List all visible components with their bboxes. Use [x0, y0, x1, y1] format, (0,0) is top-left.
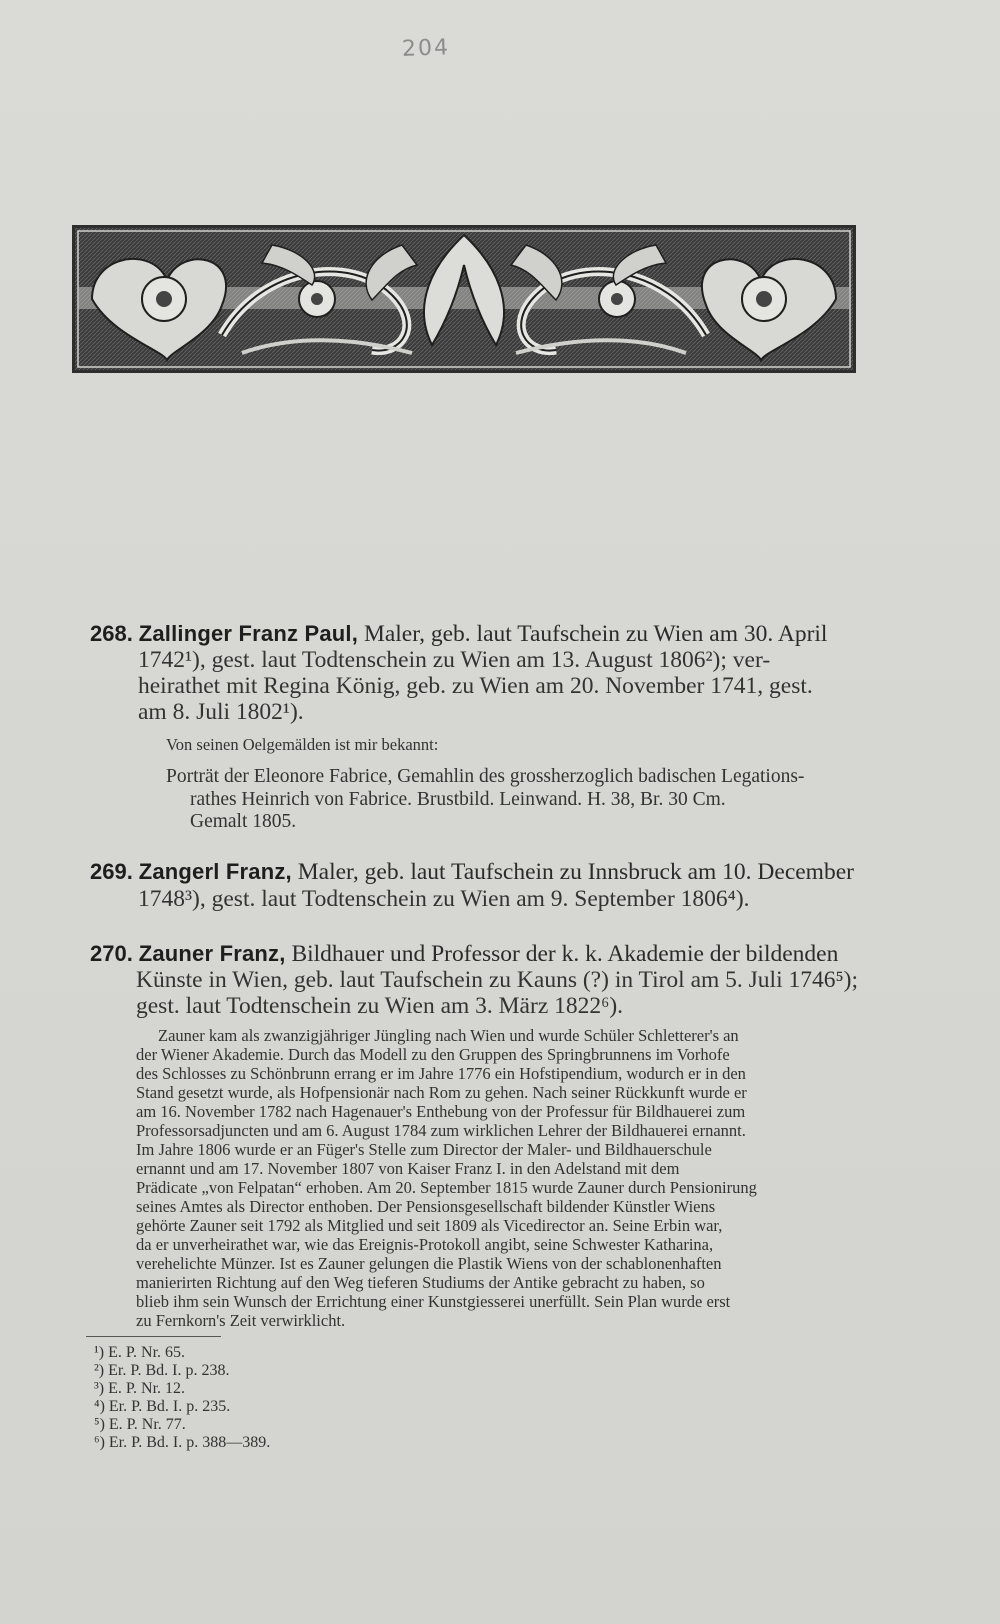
- entry-number: 268.: [90, 621, 133, 646]
- footnote: ³) E. P. Nr. 12.: [94, 1380, 186, 1397]
- entry-269-heading: [90, 858, 854, 886]
- entry-text: Bildhauer und Professor der k. k. Akademie der bildenden: [291, 941, 839, 967]
- work-line: Gemalt 1805.: [190, 811, 297, 832]
- entry-name: Zauner Franz,: [138, 941, 286, 966]
- bio-line: manierirten Richtung auf den Weg tieferen Studiums der Antike gebracht zu haben, so: [136, 1273, 705, 1292]
- entry-text: Maler, geb. laut Taufschein zu Innsbruck am 10. December: [297, 859, 854, 885]
- entry-line: heirathet mit Regina König, geb. zu Wien am 20. November 1741, gest.: [138, 673, 813, 699]
- bio-line: Prädicate „von Felpatan“ erhoben. Am 20. September 1815 wurde Zauner durch Pensionirung: [136, 1178, 757, 1197]
- bio-line: am 16. November 1782 nach Hagenauer's Enthebung von der Professur für Bildhauerei zum: [136, 1102, 746, 1121]
- entry-text: Maler, geb. laut Taufschein zu Wien am 30. April: [363, 621, 828, 647]
- bio-line: des Schlosses zu Schönbrunn errang er im Jahre 1776 ein Hofstipendium, wodurch er in den: [136, 1064, 746, 1083]
- entry-270-heading: [90, 940, 838, 968]
- footnote: ¹) E. P. Nr. 65.: [94, 1344, 186, 1361]
- footnote-divider: [86, 1336, 221, 1337]
- footnote: ²) Er. P. Bd. I. p. 238.: [94, 1362, 230, 1379]
- bio-line: gehörte Zauner seit 1792 als Mitglied und seit 1809 als Vicedirector an. Seine Erbin war,: [136, 1216, 723, 1235]
- work-line: Porträt der Eleonore Fabrice, Gemahlin des grossherzoglich badischen Legations-: [166, 766, 805, 787]
- footnote: ⁶) Er. P. Bd. I. p. 388—389.: [94, 1434, 271, 1451]
- entry-line: 1748³), gest. laut Todtenschein zu Wien am 9. September 1806⁴).: [138, 886, 750, 912]
- bio-line: verehelichte Münzer. Ist es Zauner gelungen die Plastik Wiens von der schablonenhaften: [136, 1254, 722, 1273]
- entry-268-heading: [90, 620, 827, 648]
- entry-line: gest. laut Todtenschein zu Wien am 3. März 1822⁶).: [136, 993, 624, 1019]
- entry-line: Künste in Wien, geb. laut Taufschein zu Kauns (?) in Tirol am 5. Juli 1746⁵);: [136, 967, 859, 993]
- bio-line: blieb ihm sein Wunsch der Errichtung einer Kunstgiesserei unerfüllt. Sein Plan wurde erst: [136, 1292, 731, 1311]
- bio-line: da er unverheirathet war, wie das Ereignis-Protokoll angibt, seine Schwester Katharina,: [136, 1235, 714, 1254]
- bio-line: seines Amtes als Director enthoben. Der Pensionsgesellschaft bildender Künstler Wiens: [136, 1197, 716, 1216]
- entry-line: 1742¹), gest. laut Todtenschein zu Wien am 13. August 1806²); ver-: [138, 647, 771, 673]
- bio-line: ernannt und am 17. November 1807 von Kaiser Franz I. in den Adelstand mit dem: [136, 1159, 680, 1178]
- bio-line: Zauner kam als zwanzigjähriger Jüngling nach Wien und wurde Schüler Schletterer's an: [158, 1026, 739, 1045]
- entry-number: 269.: [90, 859, 133, 884]
- acanthus-scroll-ornament-icon: [72, 225, 856, 373]
- entry-name: Zangerl Franz,: [138, 859, 292, 884]
- bio-line: Im Jahre 1806 wurde er an Füger's Stelle zum Director der Maler- und Bildhauerschule: [136, 1140, 712, 1159]
- entry-number: 270.: [90, 941, 133, 966]
- work-line: rathes Heinrich von Fabrice. Brustbild. Leinwand. H. 38, Br. 30 Cm.: [190, 789, 726, 810]
- bio-line: zu Fernkorn's Zeit verwirklicht.: [136, 1311, 346, 1330]
- works-intro: Von seinen Oelgemälden ist mir bekannt:: [166, 735, 439, 754]
- footnote: ⁵) E. P. Nr. 77.: [94, 1416, 186, 1433]
- bio-line: der Wiener Akademie. Durch das Modell zu den Gruppen des Springbrunnens im Vorhofe: [136, 1045, 730, 1064]
- bio-line: Stand gesetzt wurde, als Hofpensionär nach Rom zu gehen. Nach seiner Rückkunft wurde er: [136, 1083, 747, 1102]
- footnote: ⁴) Er. P. Bd. I. p. 235.: [94, 1398, 231, 1415]
- entry-line: am 8. Juli 1802¹).: [138, 699, 304, 725]
- handwritten-page-number: 204: [401, 35, 451, 62]
- entry-name: Zallinger Franz Paul,: [138, 621, 359, 646]
- bio-line: Professorsadjuncten und am 6. August 1784 zum wirklichen Lehrer der Bildhauerei ernannt.: [136, 1121, 746, 1140]
